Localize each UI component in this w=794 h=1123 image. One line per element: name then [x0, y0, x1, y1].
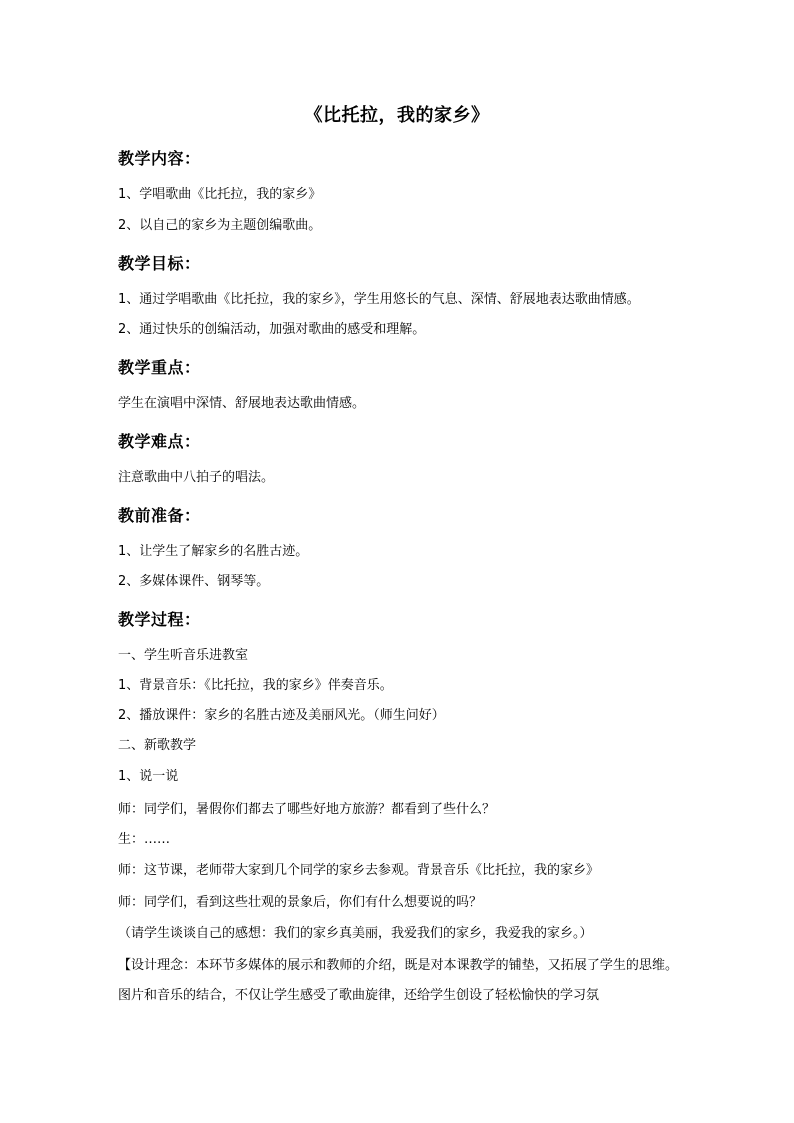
- design-note-paragraph: 【设计理念：本环节多媒体的展示和教师的介绍，既是对本课教学的铺垫，又拓展了学生的思维。图片和音乐的结合，不仅让学生感受了歌曲旋律，还给学生创设了轻松愉快的学习氛: [118, 958, 678, 1003]
- process-line: 一、学生听音乐进教室: [118, 648, 249, 663]
- process-line: 师：同学们，暑假你们都去了哪些好地方旅游？都看到了些什么？: [118, 802, 496, 817]
- process-line: （请学生谈谈自己的感想：我们的家乡真美丽，我爱我们的家乡，我爱我的家乡。）: [118, 926, 593, 941]
- content-item: 1、学唱歌曲《比托拉，我的家乡》: [118, 187, 322, 202]
- heading-teaching-goals: 教学目标：: [118, 254, 201, 273]
- heading-teaching-content: 教学内容：: [118, 149, 201, 168]
- key-point-text: 学生在演唱中深情、舒展地表达歌曲情感。: [118, 396, 366, 411]
- process-line: 二、新歌教学: [118, 738, 197, 753]
- heading-preparation: 教前准备：: [118, 506, 201, 525]
- heading-key-points: 教学重点：: [118, 358, 201, 377]
- goal-item: 1、通过学唱歌曲《比托拉，我的家乡》，学生用悠长的气息、深情、舒展地表达歌曲情感。: [118, 292, 640, 307]
- content-item: 2、以自己的家乡为主题创编歌曲。: [118, 218, 322, 233]
- process-line: 师：这节课，老师带大家到几个同学的家乡去参观。背景音乐《比托拉，我的家乡》: [118, 863, 600, 878]
- process-line: 生：……: [118, 832, 171, 847]
- process-line: 1、说一说: [118, 769, 179, 784]
- goal-item: 2、通过快乐的创编活动，加强对歌曲的感受和理解。: [118, 322, 426, 337]
- process-line: 师：同学们，看到这些壮观的景象后，你们有什么想要说的吗？: [118, 895, 483, 910]
- prep-item: 1、让学生了解家乡的名胜古迹。: [118, 544, 309, 559]
- difficulty-text: 注意歌曲中八拍子的唱法。: [118, 470, 275, 485]
- process-line: 1、背景音乐：《比托拉，我的家乡》伴奏音乐。: [118, 678, 393, 693]
- prep-item: 2、多媒体课件、钢琴等。: [118, 574, 270, 589]
- process-line: 2、播放课件：家乡的名胜古迹及美丽风光。（师生问好）: [118, 708, 445, 723]
- heading-process: 教学过程：: [118, 610, 201, 629]
- document-title: 《比托拉，我的家乡》: [304, 105, 490, 126]
- heading-difficulties: 教学难点：: [118, 432, 201, 451]
